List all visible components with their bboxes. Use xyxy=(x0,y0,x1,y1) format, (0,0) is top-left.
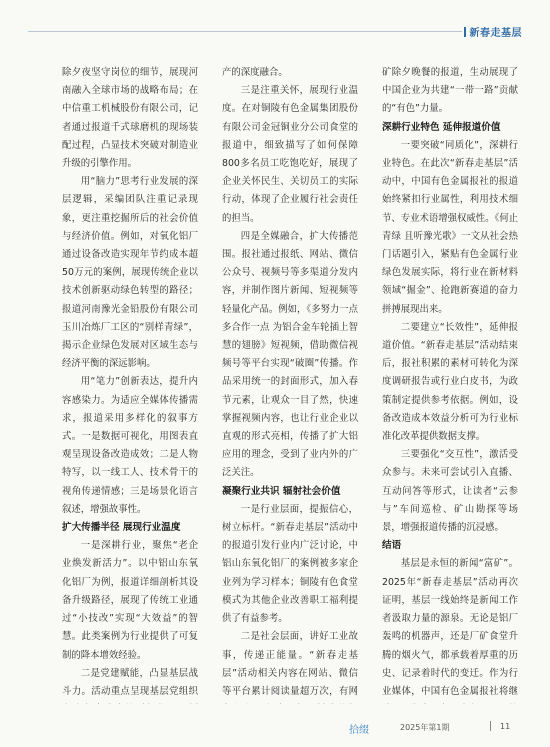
paragraph xyxy=(382,555,518,704)
paragraph-text: 二是党建赋能，凸显基层战斗力。活动重点呈现基层党组织 xyxy=(62,667,198,697)
column-2 xyxy=(222,64,358,704)
paragraph-text: 结语 xyxy=(382,540,402,552)
page-header xyxy=(0,0,550,39)
column-1 xyxy=(62,64,198,704)
paragraph xyxy=(222,501,358,628)
paragraph xyxy=(222,82,358,228)
paragraph xyxy=(222,228,358,483)
paragraph-text: 产的深度融合。 xyxy=(222,67,288,78)
paragraph xyxy=(222,628,358,704)
paragraph xyxy=(382,137,518,319)
paragraph xyxy=(382,64,518,119)
column-3 xyxy=(382,64,518,704)
paragraph-text: 矿除夕晚餐的报道，生动展现了中国企业为共建“一带一路”贡献的“有色”力量。 xyxy=(382,67,518,115)
section-heading xyxy=(382,119,518,137)
section-marker xyxy=(464,27,466,37)
paragraph-text: 二要建立“长效性”，延伸报道价值。“新春走基层”活动结束后，报社积累的素材可转化为深度调研报告或行业白皮书，为政策制定提供参考依据。例如，设备改造成本效益分析可为行业标准化改革提供数据支撑。 xyxy=(382,321,518,443)
paragraph-text: 深耕行业特色 延伸报道价值 xyxy=(382,121,501,133)
article-body xyxy=(62,64,518,704)
paragraph xyxy=(62,537,198,664)
header-rule xyxy=(28,31,462,32)
paragraph-text: 二是社会层面，讲好工业故事，传递正能量。“新春走基层”活动相关内容在网站、微信等平台累计阅读量超万次，有网 xyxy=(222,631,358,697)
paragraph-text: 一要突破“同质化”，深耕行业特色。在此次“新春走基层”活动中，中国有色金属报社的报道始终紧扣行业属性，利用技术细节、专业术语增强权威性。《何止青绿 且听豫光歌》一文从社会热门话题引入，紧贴有色金属行业绿色发展实际，将行业在新材料领域“掘金”、抢跑新赛道的奋力拼搏展现出来。 xyxy=(382,139,518,315)
paragraph xyxy=(62,173,198,373)
footer-divider xyxy=(490,721,491,731)
paragraph xyxy=(382,446,518,537)
page-number: 11 xyxy=(500,722,511,731)
section-title: 新春走基层 xyxy=(469,28,522,39)
paragraph-text: 除夕夜坚守岗位的细节，展现河南融入全球市场的战略布局；在中信重工机械股份有限公司，记者通过报道千式球磨机的现场装配过程，凸显技术突破对制造业升级的引擎作用。 xyxy=(62,67,198,170)
paragraph-text: 三是注重关怀，展现行业温度。在对铜陵有色金属集团股份有限公司金冠铜业分公司食堂的报道中，细致描写了如何保障800多名员工吃饱吃好，展现了企业关怀民生、关切员工的实际行动，体现了企业履行社会责任的担当。 xyxy=(222,85,358,224)
paragraph-text: 基层是永恒的新闻“富矿”。2025年“新春走基层”活动再次证明，基层一线始终是新闻工作者汲取力量的源泉。无论是铝厂轰鸣的机器声，还是厂矿食堂升腾的烟火气，都承载着厚重的历史、记录着时代的变迁。作为行业媒体，中国有色金属报社将继 xyxy=(382,558,518,697)
magazine-logo: 拾缀 xyxy=(349,725,369,736)
paragraph xyxy=(62,64,198,173)
paragraph xyxy=(62,665,198,704)
paragraph-text: 扩大传播半径 展现行业温度 xyxy=(62,522,181,534)
section-heading xyxy=(382,537,518,555)
page-footer xyxy=(0,707,550,747)
paragraph-text: 用“笔力”创新表达，提升内容感染力。为适应全媒体传播需求，报道采用多样化的叙事方式。一是数据可视化，用图表直观呈现设备改造成效；二是人物特写，以一线工人、技术骨干的视角传递情感；三是场景化语言叙述，增强故事性。 xyxy=(62,376,198,515)
paragraph-text: 一是深耕行业，聚焦“老企业焕发新活力”。以中铝山东氧化铝厂为例，报道详细剖析其设备升级路径，展现了传统工业通过“小技改”实现“大效益”的智慧。此类案例为行业提供了可复制的降本增效经验。 xyxy=(62,540,198,661)
paragraph-text: 四是全媒融合，扩大传播范围。报社通过报纸、网站、微信公众号、视频号等多渠道分发内容，并制作图片新闻、短视频等轻量化产品。例如，《多努力一点 多合作一点 为铝合金车轮插上智慧的翅膀》短视频，借助微信视频号等平台实现“破圈”传播。作品采用统一的封面形式，加入春节元素，让观众一目了然，快速掌握视频内容，也让行业企业以直观的形式亮相，传播了扩大铝应用的理念，受到了业内外的广泛关注。 xyxy=(222,230,358,479)
paragraph xyxy=(62,373,198,519)
paragraph-text: 用“脑力”思考行业发展的深层逻辑，采编团队注重记录现象，更注重挖掘所后的社会价值与经济价值。例如，对氧化铝厂通过设备改造实现年节约成本超50万元的案例，展现传统企业以技术创新驱动绿色转型的路径；报道河南豫光金铅股份有限公司玉川冶炼厂工区的“别样青绿”，揭示企业绿色发展对区域生态与经济平衡的深远影响。 xyxy=(62,176,198,370)
section-heading xyxy=(62,519,198,537)
paragraph-text: 一是行业层面，提振信心，树立标杆。“新春走基层”活动中的报道引发行业内广泛讨论，中铝山东氧化铝厂的案例被多家企业列为学习样本；铜陵有色食堂模式为其他企业改善职工福利提供了有益参考。 xyxy=(222,503,358,625)
section-tag xyxy=(464,24,523,39)
paragraph-text: 凝聚行业共识 辐射社会价值 xyxy=(222,485,341,497)
paragraph xyxy=(382,319,518,446)
section-heading xyxy=(222,483,358,501)
paragraph-text: 三要强化“交互性”，激活受众参与。未来可尝试引入直播、互动问答等形式，让读者“云参与”车间巡检、矿山勘探等场景，增强报道传播的沉浸感。 xyxy=(382,449,518,534)
paragraph xyxy=(222,64,358,82)
issue-label: 2025年第1期 xyxy=(400,723,450,732)
